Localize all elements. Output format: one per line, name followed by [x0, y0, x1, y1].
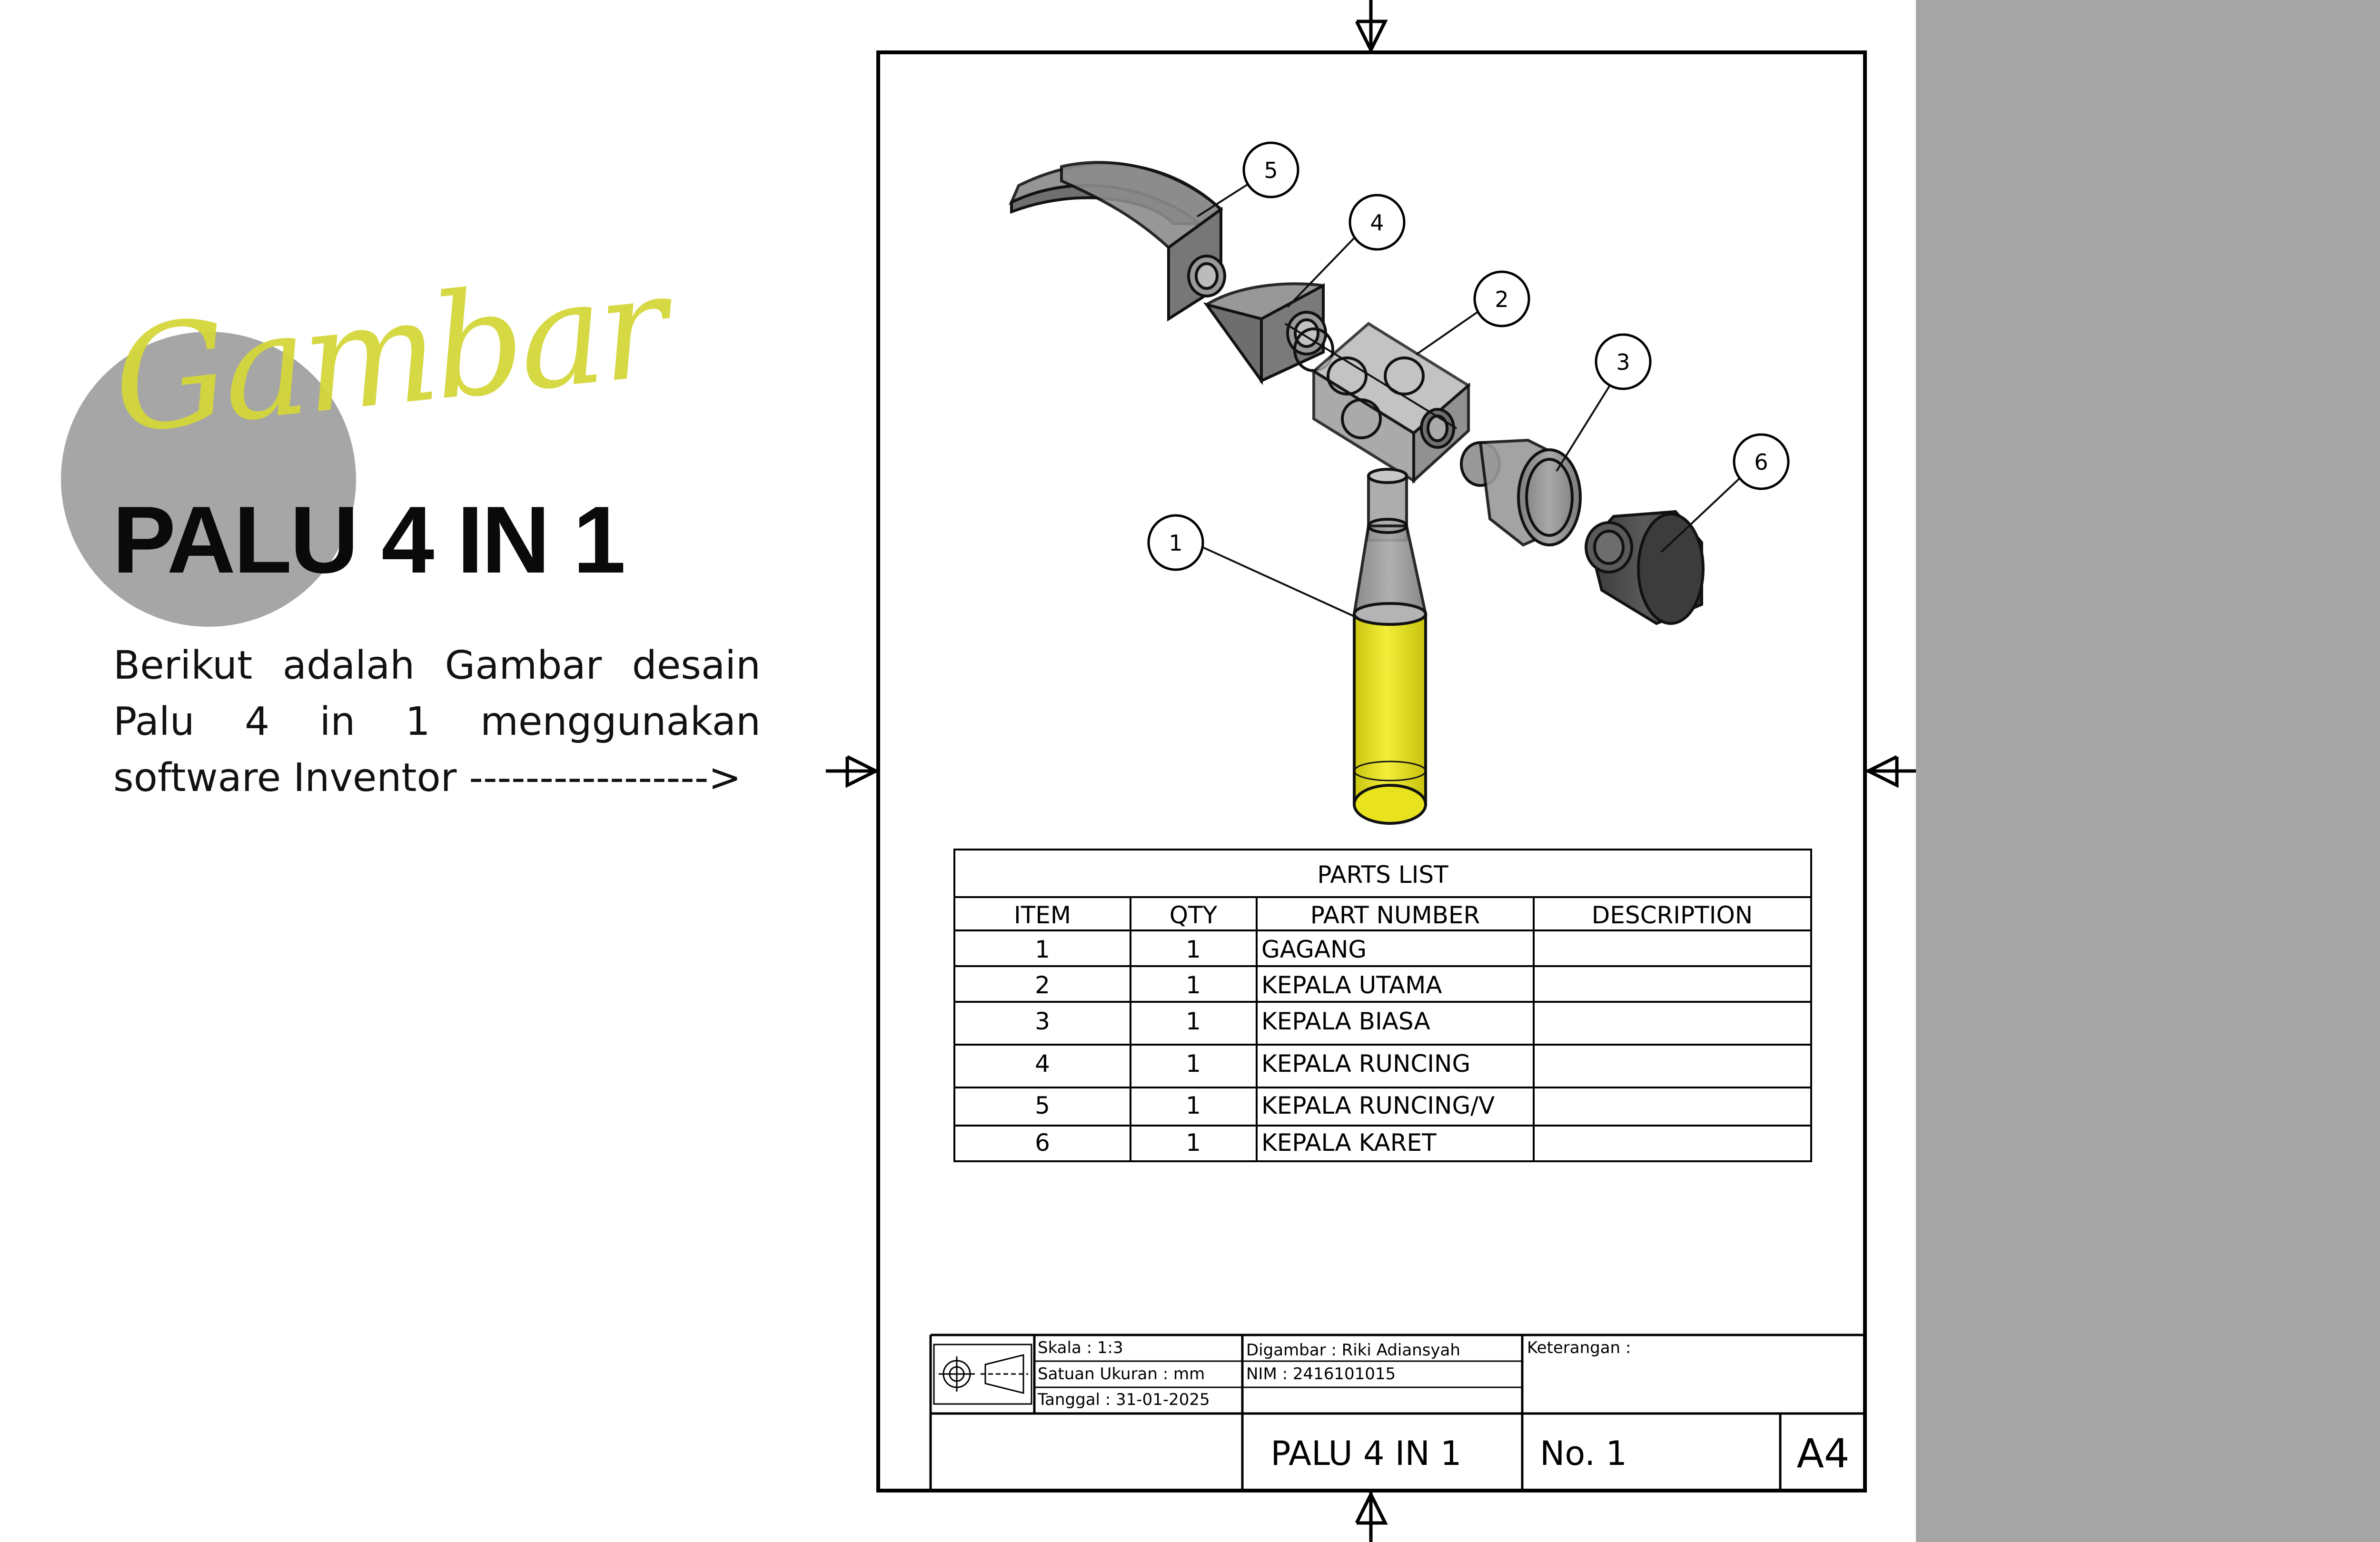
row-5-item: 5	[1035, 1092, 1050, 1119]
balloon-1-label: 1	[1169, 530, 1183, 556]
balloon-3-label: 3	[1616, 349, 1630, 375]
row-2-part: KEPALA UTAMA	[1261, 971, 1442, 999]
row-3-item: 3	[1035, 1008, 1050, 1035]
slide-title: PALU 4 IN 1	[112, 487, 624, 593]
drawn-by-label: Digambar : Riki Adiansyah	[1246, 1341, 1460, 1360]
row-4-part: KEPALA RUNCING	[1261, 1050, 1471, 1077]
remarks-label: Keterangan :	[1527, 1338, 1631, 1357]
row-6-item: 6	[1035, 1129, 1050, 1156]
drawing-title: PALU 4 IN 1	[1270, 1434, 1462, 1473]
scale-label: Skala : 1:3	[1038, 1338, 1123, 1357]
row-3-part: KEPALA BIASA	[1261, 1008, 1430, 1035]
header-item: ITEM	[1013, 901, 1071, 929]
intro-paragraph: Berikut adalah Gambar desain Palu 4 in 1 menggunakan software Inventor ----------------->	[113, 643, 761, 801]
balloon-2-label: 2	[1495, 287, 1509, 312]
balloon-5-label: 5	[1264, 158, 1278, 183]
row-2-item: 2	[1035, 971, 1050, 999]
row-1-part: GAGANG	[1261, 936, 1367, 963]
header-description: DESCRIPTION	[1591, 901, 1753, 929]
header-qty: QTY	[1169, 901, 1218, 929]
parts-list-title: PARTS LIST	[1317, 861, 1448, 889]
row-1-item: 1	[1035, 936, 1050, 963]
balloon-4-label: 4	[1370, 210, 1384, 236]
balloon-6-label: 6	[1754, 449, 1768, 475]
row-2-qty: 1	[1186, 971, 1201, 999]
row-1-qty: 1	[1186, 936, 1201, 963]
row-3-qty: 1	[1186, 1008, 1201, 1035]
row-6-qty: 1	[1186, 1129, 1201, 1156]
drawing-number: No. 1	[1540, 1434, 1627, 1473]
unit-label: Satuan Ukuran : mm	[1038, 1364, 1205, 1384]
row-5-part: KEPALA RUNCING/V	[1261, 1092, 1495, 1119]
row-4-item: 4	[1035, 1050, 1050, 1077]
date-label: Tanggal : 31-01-2025	[1038, 1390, 1210, 1409]
header-part-number: PART NUMBER	[1310, 901, 1480, 929]
sheet-size: A4	[1796, 1430, 1850, 1477]
script-heading: Gambar	[105, 242, 671, 466]
row-5-qty: 1	[1186, 1092, 1201, 1119]
row-4-qty: 1	[1186, 1050, 1201, 1077]
nim-label: NIM : 2416101015	[1246, 1364, 1396, 1384]
row-6-part: KEPALA KARET	[1261, 1129, 1437, 1156]
